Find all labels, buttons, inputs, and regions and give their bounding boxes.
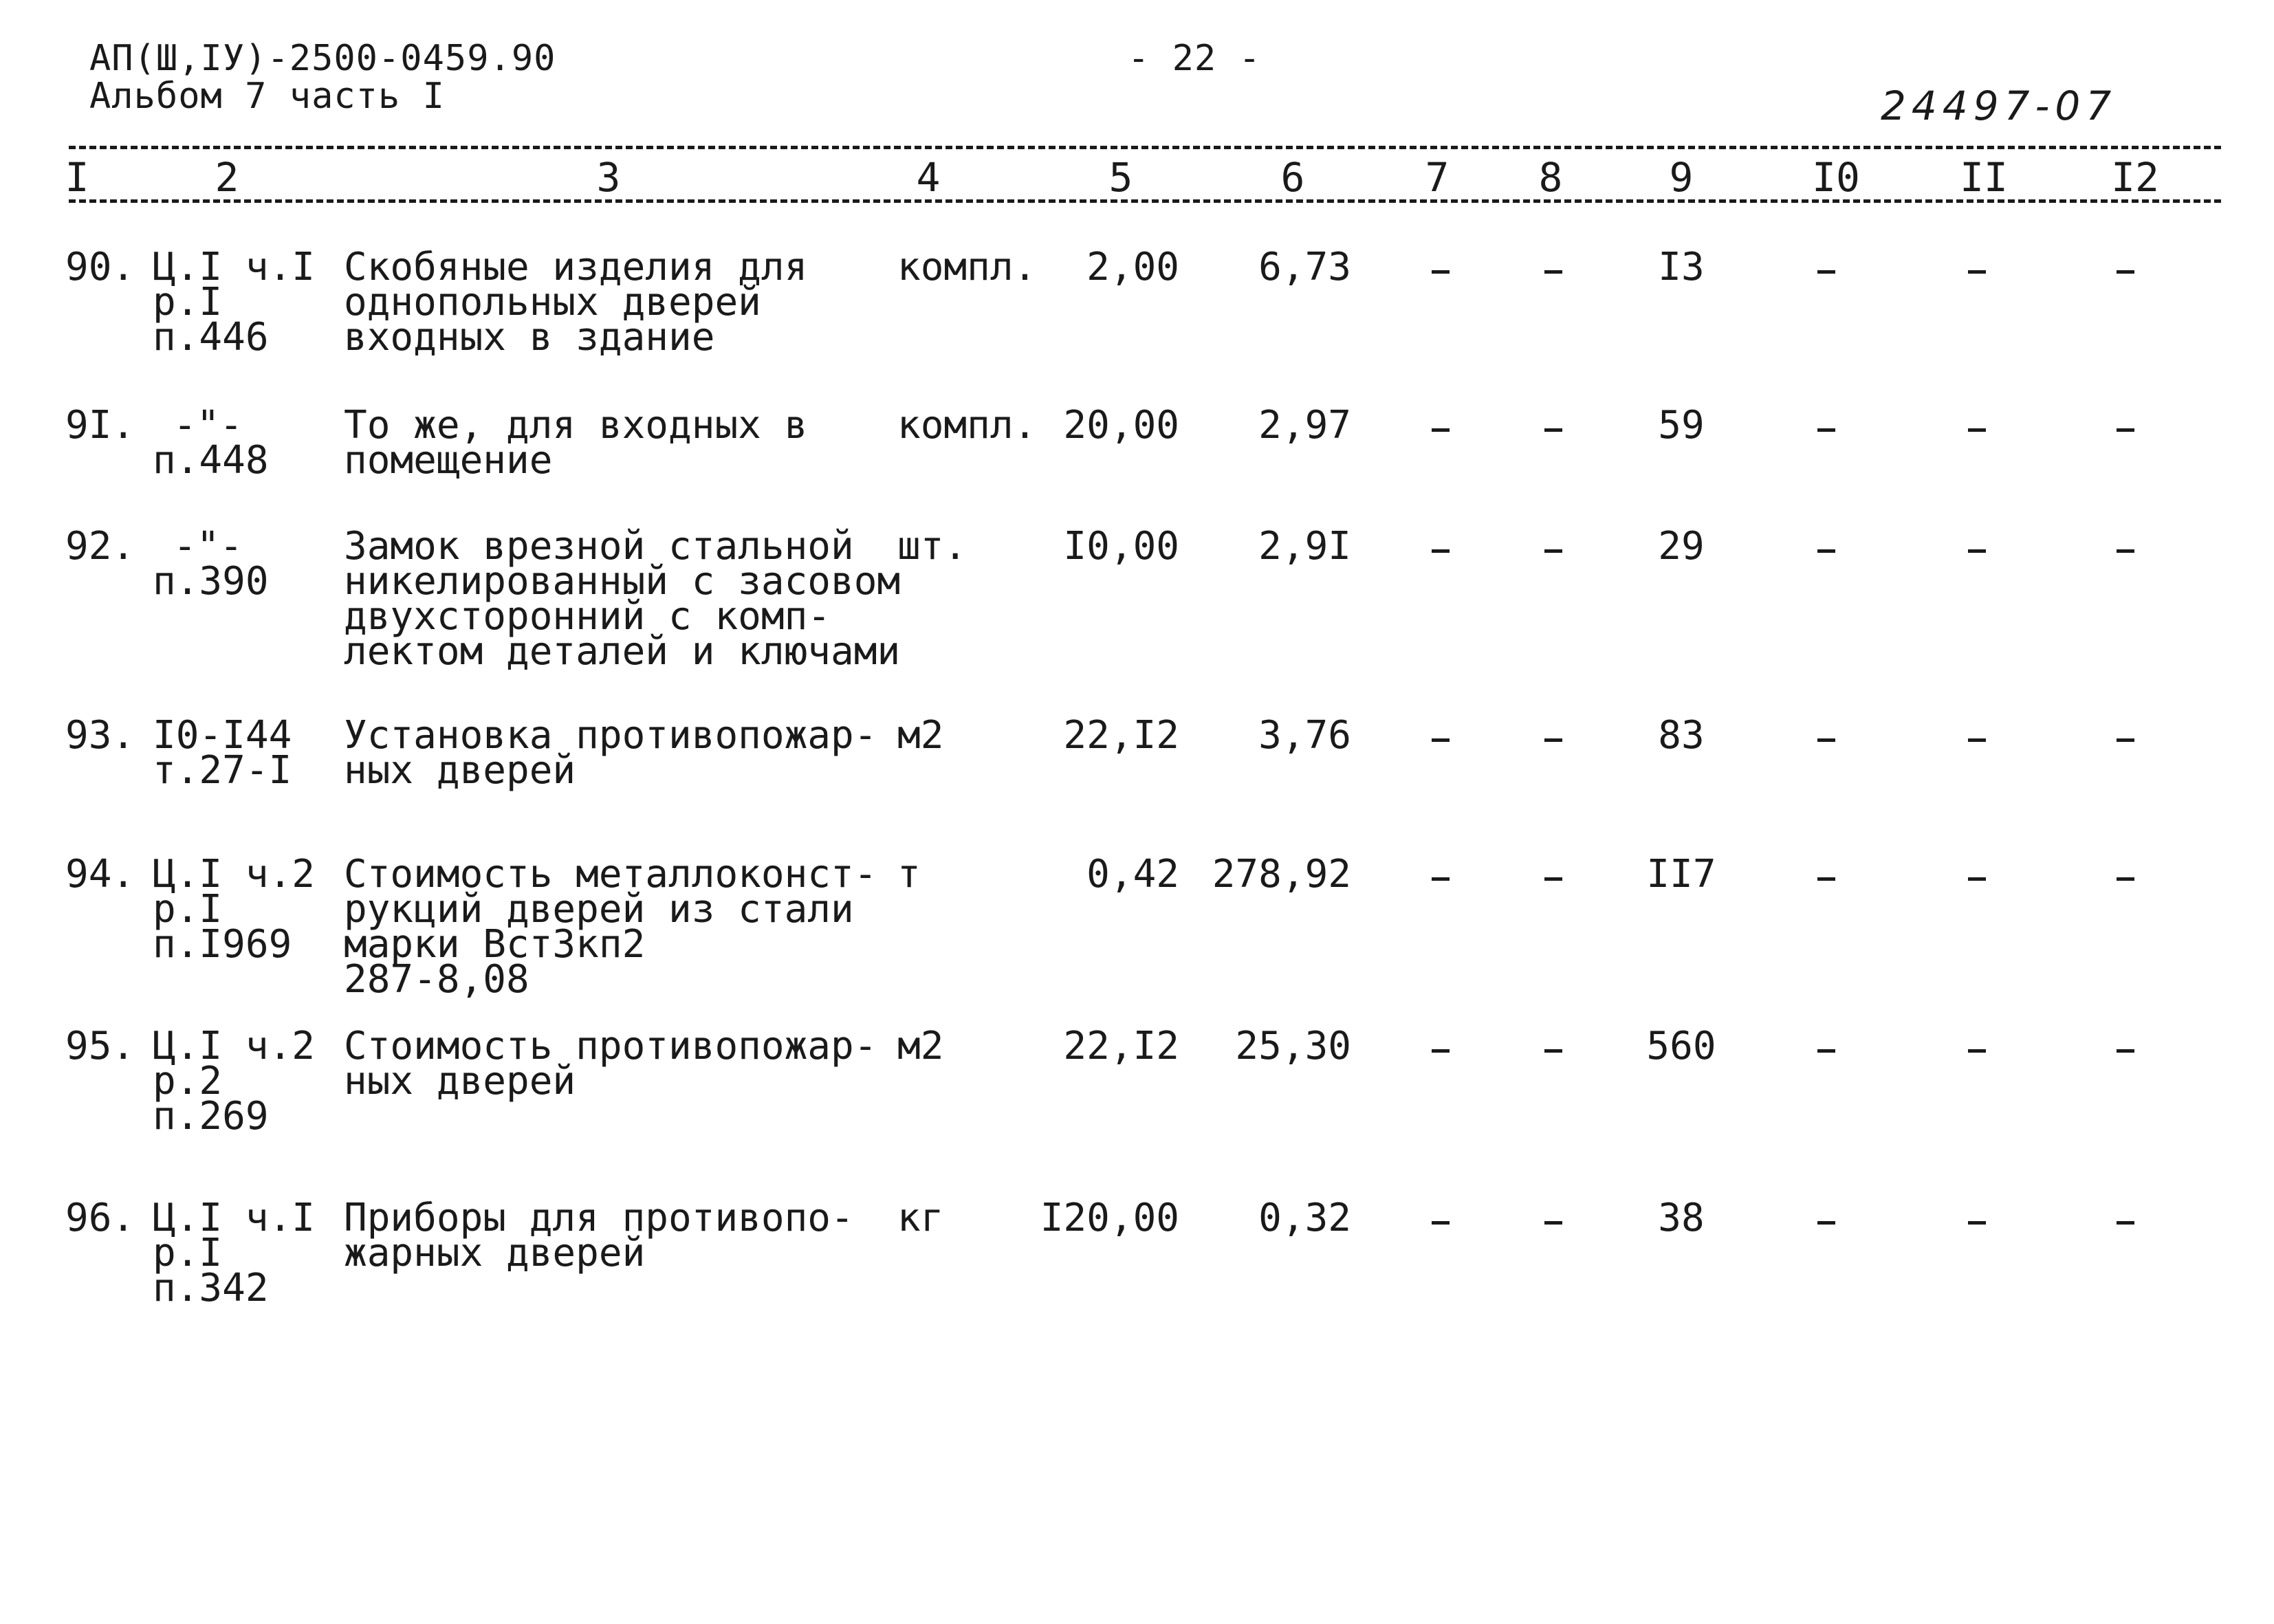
column-12-dash <box>2117 877 2134 881</box>
column-7-dash <box>1432 428 1450 432</box>
row-number: 96. <box>65 1196 135 1240</box>
column-8-dash <box>1544 738 1562 742</box>
unit-price: 0,32 <box>1258 1196 1351 1240</box>
column-12-dash <box>2117 1049 2134 1053</box>
column-10-dash <box>1817 270 1835 274</box>
total-cost: 38 <box>1658 1196 1705 1240</box>
work-name-line: входных в здание <box>344 315 715 360</box>
column-8-dash <box>1544 1049 1562 1053</box>
work-name-line: никелированный с засовом <box>344 559 901 604</box>
work-name-line: лектом деталей и ключами <box>344 629 901 674</box>
unit: шт. <box>897 524 967 569</box>
column-header: I0 <box>1812 154 1860 201</box>
column-header: 9 <box>1669 154 1694 201</box>
unit: т <box>897 852 921 897</box>
column-header: 8 <box>1538 154 1563 201</box>
column-10-dash <box>1817 428 1835 432</box>
ref-line: Ц.I ч.2 <box>153 852 316 897</box>
unit-price: 2,9I <box>1258 524 1351 569</box>
ref-line: п.342 <box>153 1266 269 1310</box>
album-label: Альбом 7 часть I <box>89 76 445 117</box>
ref-line: р.I <box>153 280 223 325</box>
work-name-line: двухсторонний с комп- <box>344 594 831 639</box>
unit: кг <box>897 1196 944 1240</box>
column-12-dash <box>2117 1221 2134 1225</box>
ref-line: -"- <box>173 403 243 448</box>
column-7-dash <box>1432 270 1450 274</box>
row-number: 9I. <box>65 403 135 448</box>
ref-line: т.27-I <box>153 748 292 793</box>
column-header: 2 <box>215 154 239 201</box>
column-header: 6 <box>1280 154 1305 201</box>
column-11-dash <box>1968 877 1986 881</box>
row-number: 93. <box>65 713 135 758</box>
total-cost: 83 <box>1658 713 1705 758</box>
column-10-dash <box>1817 549 1835 553</box>
quantity: I20,00 <box>1040 1196 1179 1240</box>
column-11-dash <box>1968 1221 1986 1225</box>
table-top-rule <box>69 146 2221 149</box>
unit: компл. <box>897 403 1037 448</box>
work-name-line: ных дверей <box>344 1059 576 1104</box>
unit: компл. <box>897 245 1037 289</box>
quantity: I0,00 <box>1063 524 1179 569</box>
work-name-line: Скобяные изделия для <box>344 245 808 289</box>
column-7-dash <box>1432 549 1450 553</box>
work-name-line: рукций дверей из стали <box>344 887 854 932</box>
column-12-dash <box>2117 549 2134 553</box>
total-cost: I3 <box>1658 245 1705 289</box>
column-8-dash <box>1544 549 1562 553</box>
ref-line: п.448 <box>153 438 269 483</box>
total-cost: 29 <box>1658 524 1705 569</box>
column-header: 4 <box>916 154 941 201</box>
handwritten-number: 24497-07 <box>1881 83 2117 129</box>
unit-price: 278,92 <box>1212 852 1351 897</box>
column-8-dash <box>1544 428 1562 432</box>
quantity: 22,I2 <box>1063 713 1179 758</box>
column-12-dash <box>2117 270 2134 274</box>
column-header: I2 <box>2111 154 2159 201</box>
column-7-dash <box>1432 877 1450 881</box>
work-name-line: Замок врезной стальной <box>344 524 854 569</box>
ref-line: Ц.I ч.I <box>153 245 316 289</box>
row-number: 92. <box>65 524 135 569</box>
unit-price: 3,76 <box>1258 713 1351 758</box>
column-7-dash <box>1432 1049 1450 1053</box>
column-11-dash <box>1968 738 1986 742</box>
ref-line: р.2 <box>153 1059 223 1104</box>
row-number: 90. <box>65 245 135 289</box>
ref-line: -"- <box>173 524 243 569</box>
quantity: 0,42 <box>1086 852 1179 897</box>
column-12-dash <box>2117 738 2134 742</box>
quantity: 2,00 <box>1086 245 1179 289</box>
ref-line: Ц.I ч.I <box>153 1196 316 1240</box>
work-name-line: Установка противопожар- <box>344 713 877 758</box>
column-7-dash <box>1432 1221 1450 1225</box>
column-header: 7 <box>1425 154 1450 201</box>
work-name-line: Стоимость металлоконст- <box>344 852 877 897</box>
column-11-dash <box>1968 549 1986 553</box>
row-number: 94. <box>65 852 135 897</box>
work-name-line: Приборы для противопо- <box>344 1196 854 1240</box>
unit-price: 25,30 <box>1235 1024 1351 1068</box>
work-name-line: жарных дверей <box>344 1231 646 1275</box>
ref-line: п.I969 <box>153 922 292 967</box>
table-header-rule <box>69 199 2221 203</box>
column-11-dash <box>1968 1049 1986 1053</box>
work-name-line: ных дверей <box>344 748 576 793</box>
work-name-line: То же, для входных в <box>344 403 808 448</box>
work-name-line: Стоимость противопожар- <box>344 1024 877 1068</box>
ref-line: р.I <box>153 887 223 932</box>
work-name-line: марки ВстЗкп2 <box>344 922 646 967</box>
total-cost: 59 <box>1658 403 1705 448</box>
column-8-dash <box>1544 877 1562 881</box>
column-10-dash <box>1817 877 1835 881</box>
column-7-dash <box>1432 738 1450 742</box>
unit-price: 2,97 <box>1258 403 1351 448</box>
page-number: - 22 - <box>1128 38 1261 79</box>
work-name-line: помещение <box>344 438 553 483</box>
column-8-dash <box>1544 1221 1562 1225</box>
column-header: I <box>65 154 89 201</box>
unit-price: 6,73 <box>1258 245 1351 289</box>
total-cost: 560 <box>1646 1024 1716 1068</box>
work-name-line: однопольных дверей <box>344 280 761 325</box>
column-header: 3 <box>596 154 621 201</box>
document-code: АП(Ш,IУ)-2500-0459.90 <box>89 38 556 79</box>
column-10-dash <box>1817 1049 1835 1053</box>
ref-line: п.269 <box>153 1094 269 1139</box>
quantity: 22,I2 <box>1063 1024 1179 1068</box>
column-11-dash <box>1968 428 1986 432</box>
column-header: II <box>1960 154 2008 201</box>
column-11-dash <box>1968 270 1986 274</box>
unit: м2 <box>897 713 944 758</box>
column-10-dash <box>1817 1221 1835 1225</box>
row-number: 95. <box>65 1024 135 1068</box>
unit: м2 <box>897 1024 944 1068</box>
ref-line: Ц.I ч.2 <box>153 1024 316 1068</box>
ref-line: I0-I44 <box>153 713 292 758</box>
quantity: 20,00 <box>1063 403 1179 448</box>
column-header: 5 <box>1108 154 1133 201</box>
ref-line: р.I <box>153 1231 223 1275</box>
ref-line: п.390 <box>153 559 269 604</box>
column-8-dash <box>1544 270 1562 274</box>
total-cost: II7 <box>1646 852 1716 897</box>
column-10-dash <box>1817 738 1835 742</box>
ref-line: п.446 <box>153 315 269 360</box>
work-name-line: 287-8,08 <box>344 957 529 1002</box>
column-12-dash <box>2117 428 2134 432</box>
